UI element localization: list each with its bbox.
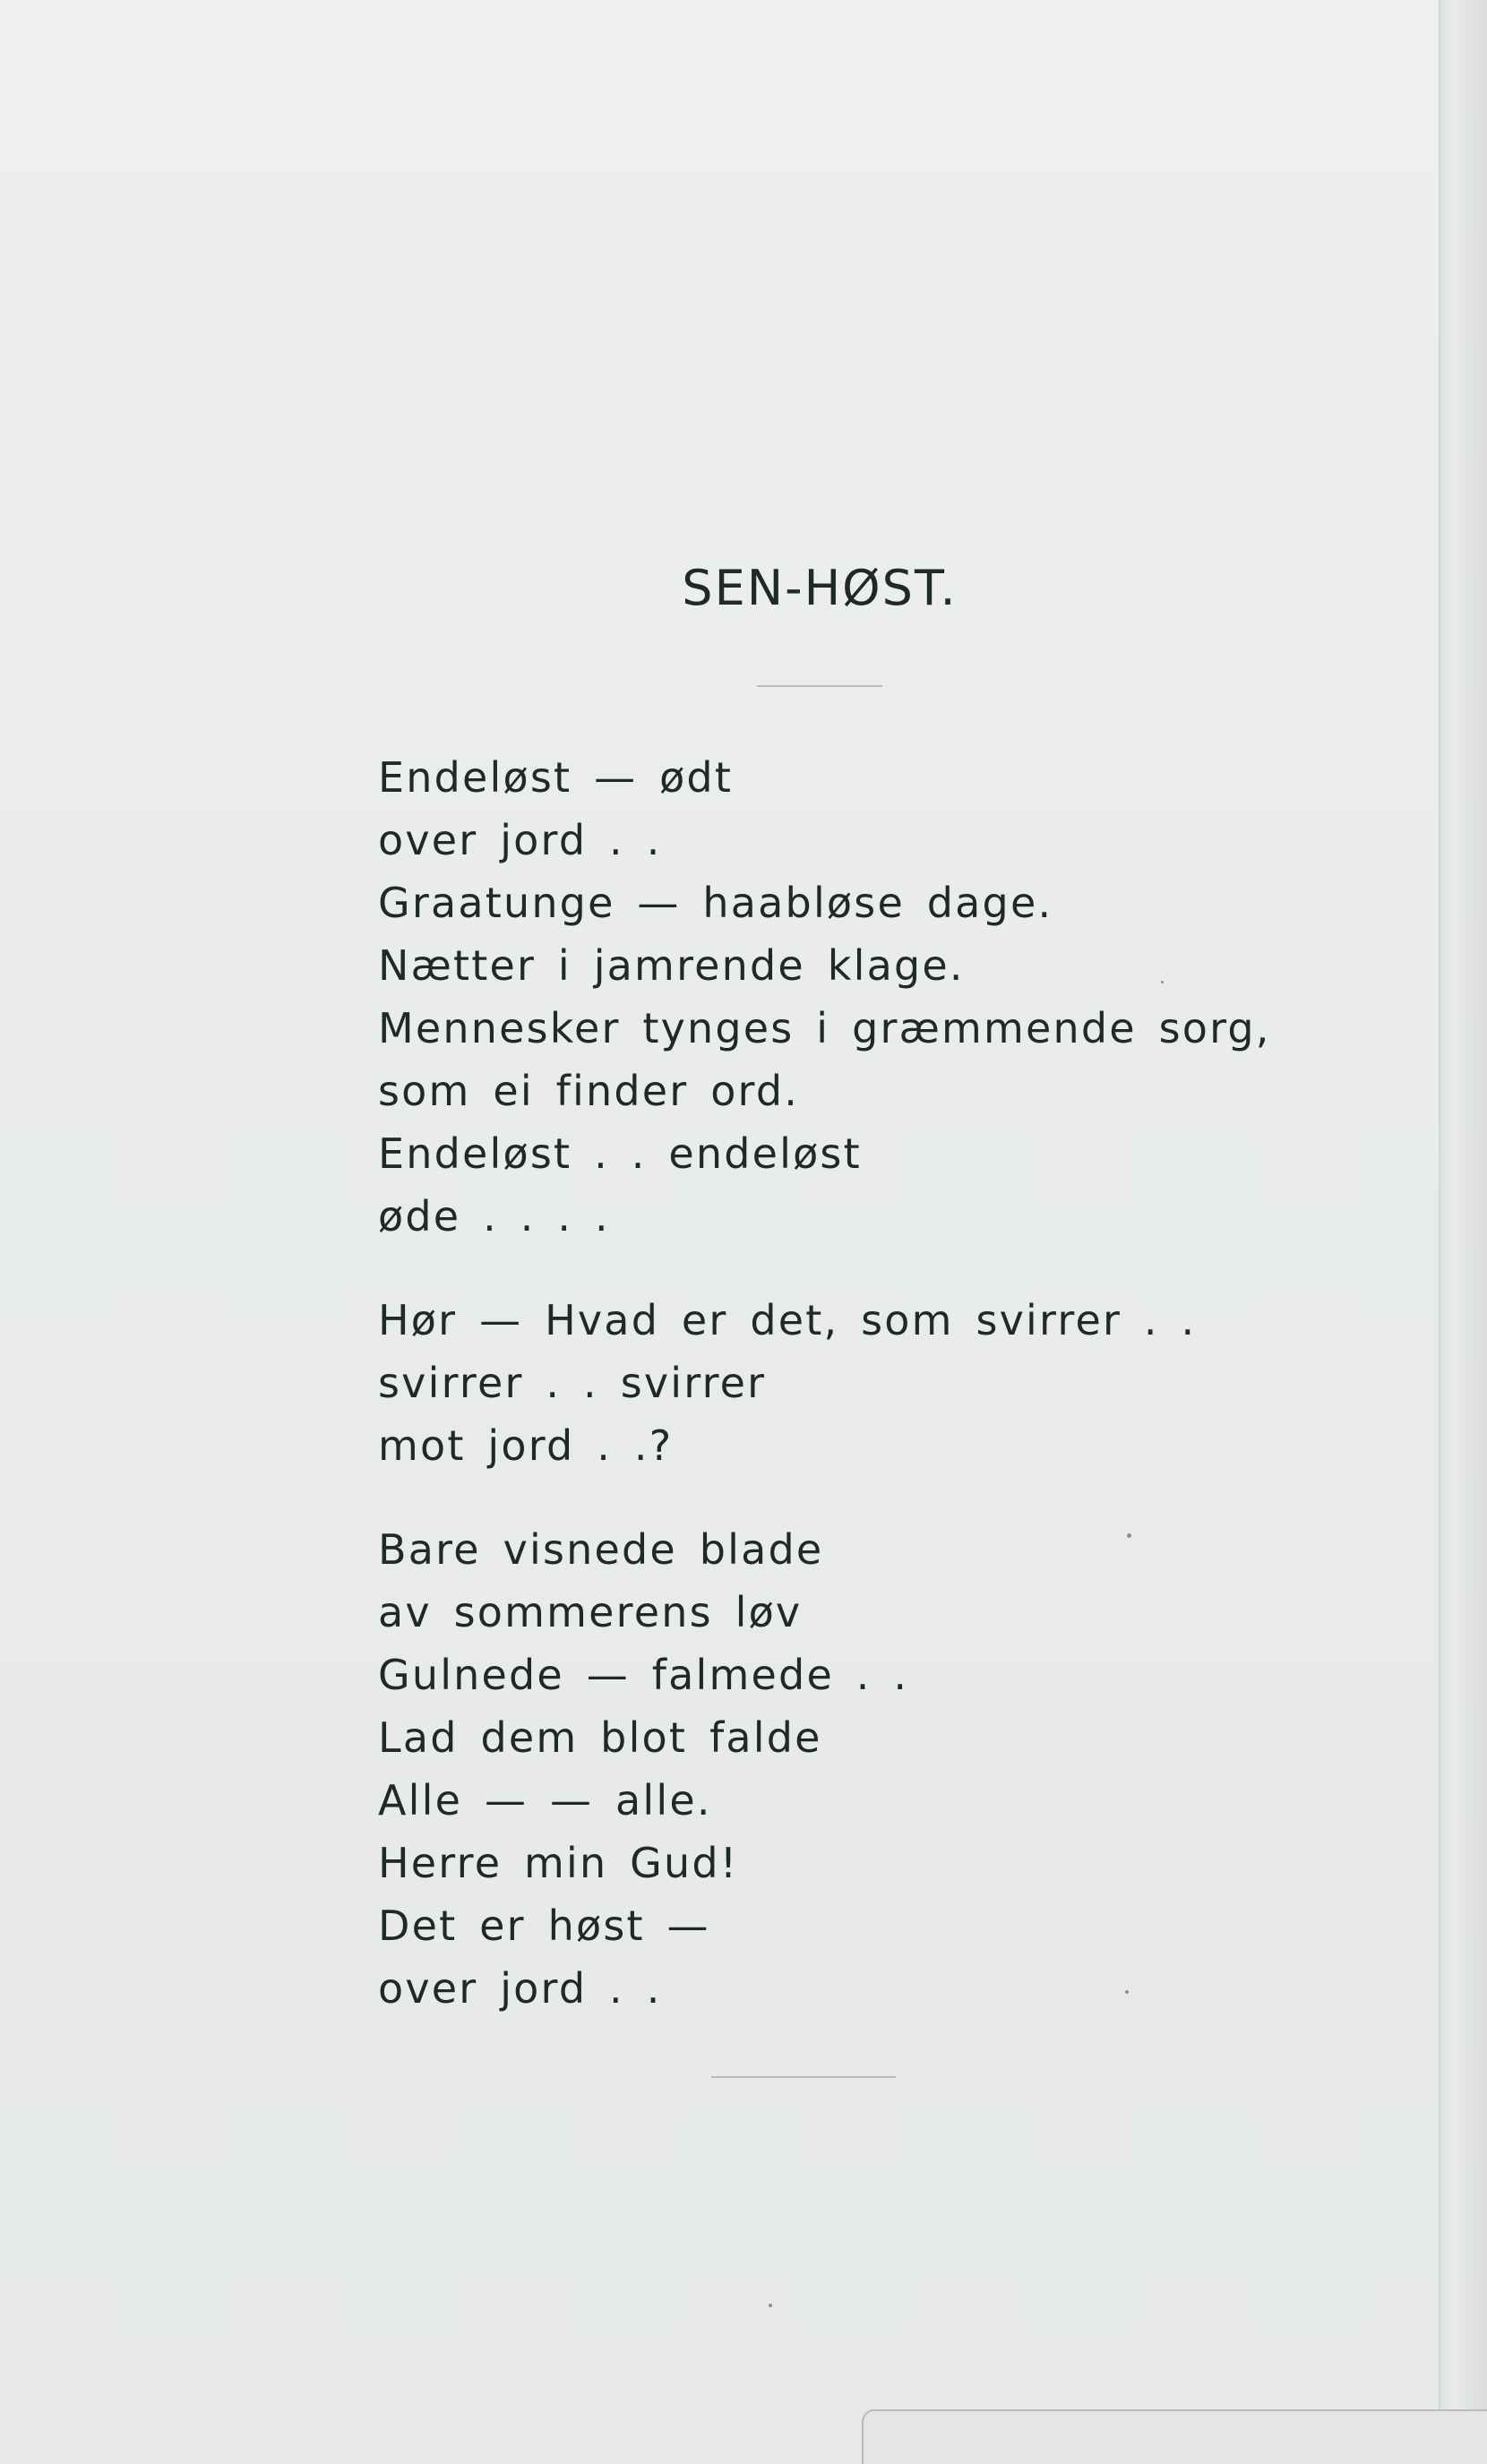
paper-speck [1161,981,1164,983]
page-edge [1439,0,1487,2464]
poem-body [378,746,1271,2061]
poem-line: Endeløst — ødt [378,753,734,802]
poem-line: Mennesker tynges i græmmende sorg, [378,1004,1271,1052]
poem-line: Lad dem blot falde [378,1713,822,1762]
poem-line: Alle — — alle. [378,1776,712,1824]
stanza-1 [378,746,1271,1248]
poem-line: Endeløst . . endeløst [378,1129,862,1178]
poem-line: Graatunge — haabløse dage. [378,879,1053,927]
poem-line: Gulnede — falmede . . [378,1651,909,1699]
closing-divider [711,2076,896,2078]
poem-line: Bare visnede blade [378,1525,824,1574]
poem-line: mot jord . .? [378,1421,674,1470]
poem-title: SEN-HØST. [682,560,958,616]
stanza-3 [378,1518,1271,2020]
poem-line: Det er høst — [378,1902,710,1950]
poem-line: over jord . . [378,1964,662,2013]
poem-line: over jord . . [378,816,662,864]
paper-speck [769,2304,772,2307]
poem-line: Herre min Gud! [378,1839,739,1887]
poem-line: Nætter i jamrende klage. [378,941,965,990]
paper-speck [1125,1990,1129,1994]
title-divider [757,685,882,687]
stanza-2 [378,1289,1271,1477]
poem-line: svirrer . . svirrer [378,1359,767,1407]
page-corner-tab [862,2409,1487,2464]
paper-speck [1127,1533,1131,1538]
poem-line: øde . . . . [378,1192,610,1241]
poem-line: som ei finder ord. [378,1067,800,1115]
poem-line: Hør — Hvad er det, som svirrer . . [378,1296,1197,1344]
poem-line: av sommerens løv [378,1588,803,1636]
